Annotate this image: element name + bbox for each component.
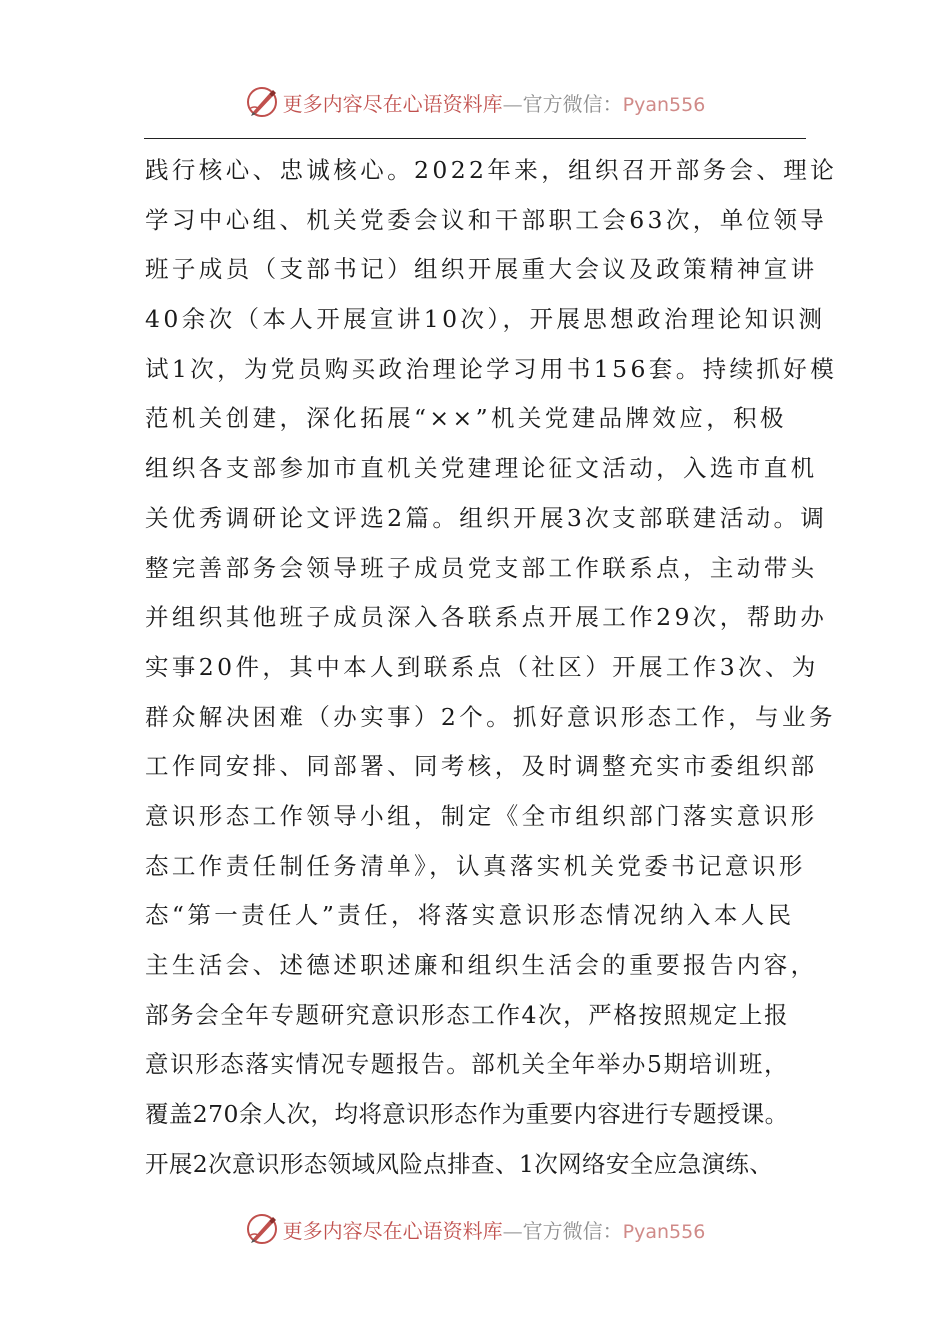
- body-line-7: 组织各支部参加市直机关党建理论征文活动，入选市直机: [145, 454, 818, 483]
- footer-wechat-label: 官方微信：: [522, 1218, 623, 1243]
- header-site-name: 更多内容尽在心语资料库: [282, 91, 503, 116]
- body-line-2: 学习中心组、机关党委会议和干部职工会63次，单位领导: [145, 205, 828, 234]
- body-line-6: 范机关创建，深化拓展“××”机关党建品牌效应，积极: [145, 404, 787, 433]
- body-line-17: 主生活会、述德述职述廉和组织生活会的重要报告内容，: [145, 951, 818, 979]
- body-line-12: 群众解决困难（办实事）2个。抓好意识形态工作，与业务: [145, 702, 836, 731]
- header-dash: —: [502, 91, 523, 116]
- body-line-16: 态“第一责任人”责任，将落实意识形态情况纳入本人民: [145, 901, 795, 930]
- body-line-9: 整完善部务会领导班子成员党支部工作联系点，主动带头: [145, 553, 818, 582]
- body-line-10: 并组织其他班子成员深入各联系点开展工作29次，帮助办: [145, 603, 828, 632]
- footer-wechat-id: Pyan556: [622, 1220, 706, 1243]
- body-line-1: 践行核心、忠诚核心。2022年来，组织召开部务会、理论: [145, 156, 838, 184]
- body-line-14: 意识形态工作领导小组，制定《全市组织部门落实意识形: [145, 801, 818, 830]
- body-line-18: 部务会全年专题研究意识形态工作4次，严格按照规定上报: [145, 1000, 790, 1029]
- body-line-15: 态工作责任制任务清单》，认真落实机关党委书记意识形: [145, 851, 806, 880]
- footer-banner: [0, 1207, 950, 1251]
- header-banner: [0, 80, 950, 124]
- body-line-3: 班子成员（支部书记）组织开展重大会议及政策精神宣讲: [145, 255, 818, 284]
- footer-dash: —: [502, 1218, 523, 1243]
- header-text: [283, 88, 706, 117]
- body-line-21: 开展2次意识形态领域风险点排查、1次网络安全应急演练、: [145, 1149, 774, 1178]
- pen-logo-icon: [245, 1212, 279, 1246]
- body-line-4: 40余次（本人开展宣讲10次），开展思想政治理论知识测: [145, 305, 826, 334]
- footer-text: [283, 1215, 706, 1244]
- body-line-19: 意识形态落实情况专题报告。部机关全年举办5期培训班，: [145, 1050, 790, 1079]
- pen-logo-icon: [245, 85, 279, 119]
- header-wechat-label: 官方微信：: [522, 91, 623, 116]
- body-line-5: 试1次，为党员购买政治理论学习用书156套。持续抓好模: [145, 354, 838, 383]
- body-line-13: 工作同安排、同部署、同考核，及时调整充实市委组织部: [145, 752, 818, 781]
- header-divider: [144, 138, 806, 139]
- body-line-8: 关优秀调研论文评选2篇。组织开展3次支部联建活动。调: [145, 503, 828, 532]
- header-wechat-id: Pyan556: [622, 93, 706, 116]
- document-body: [145, 146, 838, 1189]
- body-line-20: 覆盖270余人次，均将意识形态作为重要内容进行专题授课。: [145, 1100, 789, 1129]
- body-line-11: 实事20件，其中本人到联系点（社区）开展工作3次、为: [145, 652, 819, 681]
- footer-site-name: 更多内容尽在心语资料库: [282, 1218, 503, 1243]
